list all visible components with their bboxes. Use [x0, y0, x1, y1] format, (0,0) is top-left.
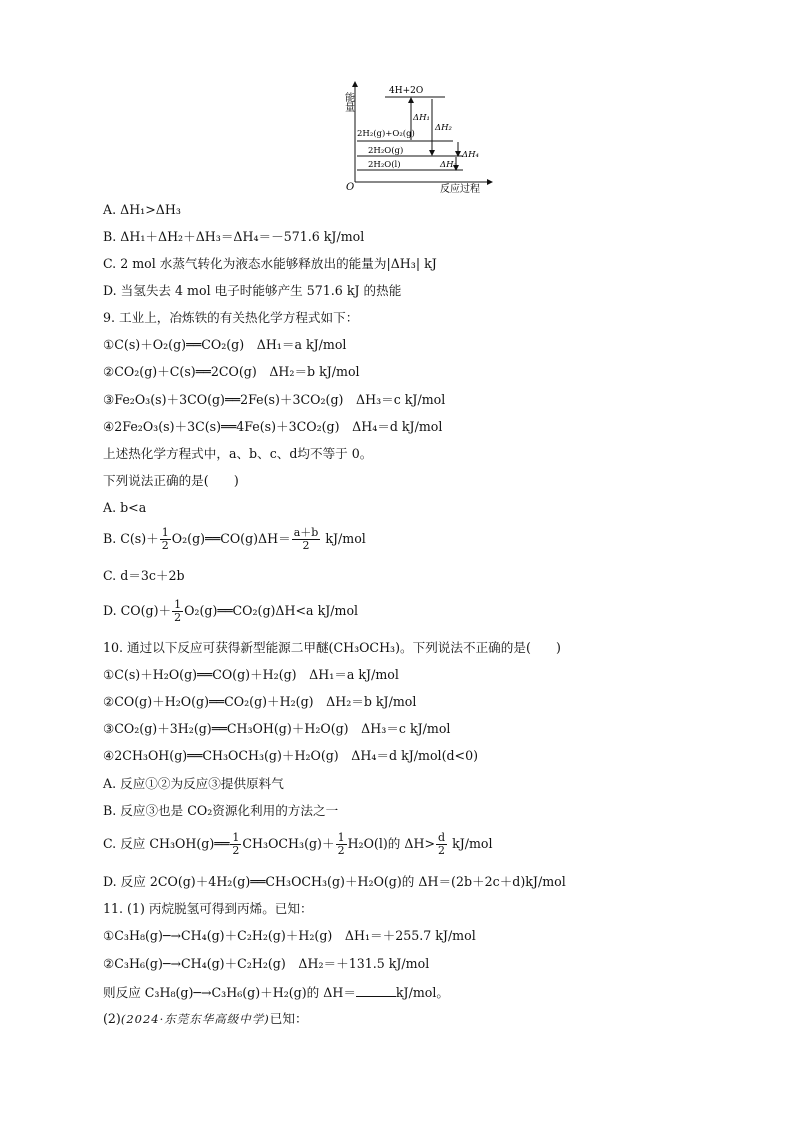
q9-d-pre: D. CO(g)＋	[103, 603, 172, 618]
fraction-num: 1	[174, 598, 182, 611]
fraction	[172, 599, 183, 624]
arrow-label-dh2: ΔH₂	[435, 123, 452, 133]
fraction-num: 1	[161, 526, 169, 539]
level-label-4h2o: 4H+2O	[389, 86, 424, 96]
q11-part2	[103, 1011, 308, 1027]
q11-eq2: ②C₃H₆(g)─→CH₄(g)＋C₂H₂(g) ΔH₂＝＋131.5 kJ/mol	[103, 956, 430, 971]
fraction	[336, 832, 347, 857]
q9-eq2: ②CO₂(g)＋C(s)══2CO(g) ΔH₂＝b kJ/mol	[103, 364, 360, 379]
energy-level-diagram	[0, 0, 794, 200]
q11-part2-post: 已知：	[269, 1011, 308, 1026]
q8-option-c: C. 2 mol 水蒸气转化为液态水能够释放出的能量为|ΔH₃| kJ	[103, 256, 437, 271]
q9-option-c: C. d＝3c＋2b	[103, 568, 185, 583]
q9-b-post: kJ/mol	[321, 531, 366, 546]
fraction-den: 2	[161, 539, 169, 552]
fraction-den: 2	[174, 611, 182, 624]
y-axis-label: 能量	[342, 92, 354, 112]
q9-d-post: O₂(g)══CO₂(g)ΔH<a kJ/mol	[184, 603, 359, 618]
fraction-den: 2	[438, 844, 446, 857]
q9-b-mid: O₂(g)══CO(g)ΔH＝	[171, 531, 291, 546]
level-label-2h2ol: 2H₂O(l)	[368, 160, 401, 170]
q11-stem: 11. (1) 丙烷脱氢可得到丙烯。已知：	[103, 901, 313, 916]
q9-note: 上述热化学方程式中，a、b、c、d均不等于 0。	[103, 446, 373, 461]
q10-option-d: D. 反应 2CO(g)＋4H₂(g)══CH₃OCH₃(g)＋H₂O(g)的 ΔH＝(2b＋2c＋d)kJ/mol	[103, 874, 566, 889]
fraction-num: a＋b	[293, 526, 319, 539]
q9-eq1: ①C(s)＋O₂(g)══CO₂(g) ΔH₁＝a kJ/mol	[103, 337, 347, 352]
arrow-label-dh1: ΔH₁	[413, 113, 430, 123]
q11-part2-pre: (2)	[103, 1011, 121, 1026]
q10-c-mid2: H₂O(l)的 ΔH>	[347, 836, 436, 851]
q9-stem: 9. 工业上，冶炼铁的有关热化学方程式如下：	[103, 310, 359, 325]
fraction	[160, 527, 171, 552]
q8-option-a: A. ΔH₁>ΔH₃	[103, 202, 181, 217]
fraction-num: d	[438, 831, 446, 844]
level-label-2h2o2: 2H₂(g)+O₂(g)	[357, 129, 415, 139]
q10-eq4: ④2CH₃OH(g)══CH₃OCH₃(g)＋H₂O(g) ΔH₄＝d kJ/mol(d<0)	[103, 748, 479, 763]
fraction-den: 2	[337, 844, 345, 857]
q10-option-c	[103, 832, 493, 857]
origin-label: O	[346, 182, 355, 193]
fraction-den: 2	[232, 844, 240, 857]
fraction	[230, 832, 241, 857]
fraction-num: 1	[232, 831, 240, 844]
fraction-den: 2	[302, 539, 310, 552]
q9-option-b	[103, 527, 366, 552]
q9-b-pre: B. C(s)＋	[103, 531, 159, 546]
q10-eq1: ①C(s)＋H₂O(g)══CO(g)＋H₂(g) ΔH₁＝a kJ/mol	[103, 667, 399, 682]
q11-ask-pre: 则反应 C₃H₈(g)─→C₃H₆(g)＋H₂(g)的 ΔH＝	[103, 985, 356, 1000]
q10-option-b: B. 反应③也是 CO₂资源化利用的方法之一	[103, 803, 339, 818]
q11-eq1: ①C₃H₈(g)─→CH₄(g)＋C₂H₂(g)＋H₂(g) ΔH₁＝＋255.7 kJ/mol	[103, 928, 476, 943]
q8-option-b: B. ΔH₁＋ΔH₂＋ΔH₃＝ΔH₄＝－571.6 kJ/mol	[103, 229, 365, 244]
q10-eq2: ②CO(g)＋H₂O(g)══CO₂(g)＋H₂(g) ΔH₂＝b kJ/mol	[103, 694, 417, 709]
x-axis-label: 反应过程	[440, 184, 480, 195]
q10-option-a: A. 反应①②为反应③提供原料气	[103, 776, 284, 791]
fraction	[292, 527, 321, 552]
q11-ask-post: kJ/mol。	[395, 985, 449, 1000]
q9-eq4: ④2Fe₂O₃(s)＋3C(s)══4Fe(s)＋3CO₂(g) ΔH₄＝d kJ/mol	[103, 419, 443, 434]
fraction	[436, 832, 447, 857]
answer-blank[interactable]	[356, 984, 396, 997]
q8-option-d: D. 当氢失去 4 mol 电子时能够产生 571.6 kJ 的热能	[103, 283, 402, 298]
q9-option-a: A. b<a	[103, 500, 147, 515]
q9-option-d	[103, 599, 358, 624]
q10-stem: 10. 通过以下反应可获得新型能源二甲醚(CH₃OCH₃)。下列说法不正确的是( )	[103, 640, 561, 655]
q10-eq3: ③CO₂(g)＋3H₂(g)══CH₃OH(g)＋H₂O(g) ΔH₃＝c kJ/mol	[103, 721, 451, 736]
arrow-label-dh3: ΔH₃	[440, 160, 457, 170]
arrow-label-dh4: ΔH₄	[462, 150, 479, 160]
q10-c-post: kJ/mol	[448, 836, 493, 851]
q9-ask: 下列说法正确的是( )	[103, 473, 239, 488]
fraction-num: 1	[337, 831, 345, 844]
q9-eq3: ③Fe₂O₃(s)＋3CO(g)══2Fe(s)＋3CO₂(g) ΔH₃＝c kJ/mol	[103, 392, 446, 407]
level-label-2h2og: 2H₂O(g)	[368, 146, 404, 156]
q11-ask	[103, 984, 449, 1001]
q10-c-mid: CH₃OCH₃(g)＋	[242, 836, 335, 851]
source-note: (2024·东莞东华高级中学)	[120, 1012, 270, 1026]
q10-c-pre: C. 反应 CH₃OH(g)══	[103, 836, 230, 851]
